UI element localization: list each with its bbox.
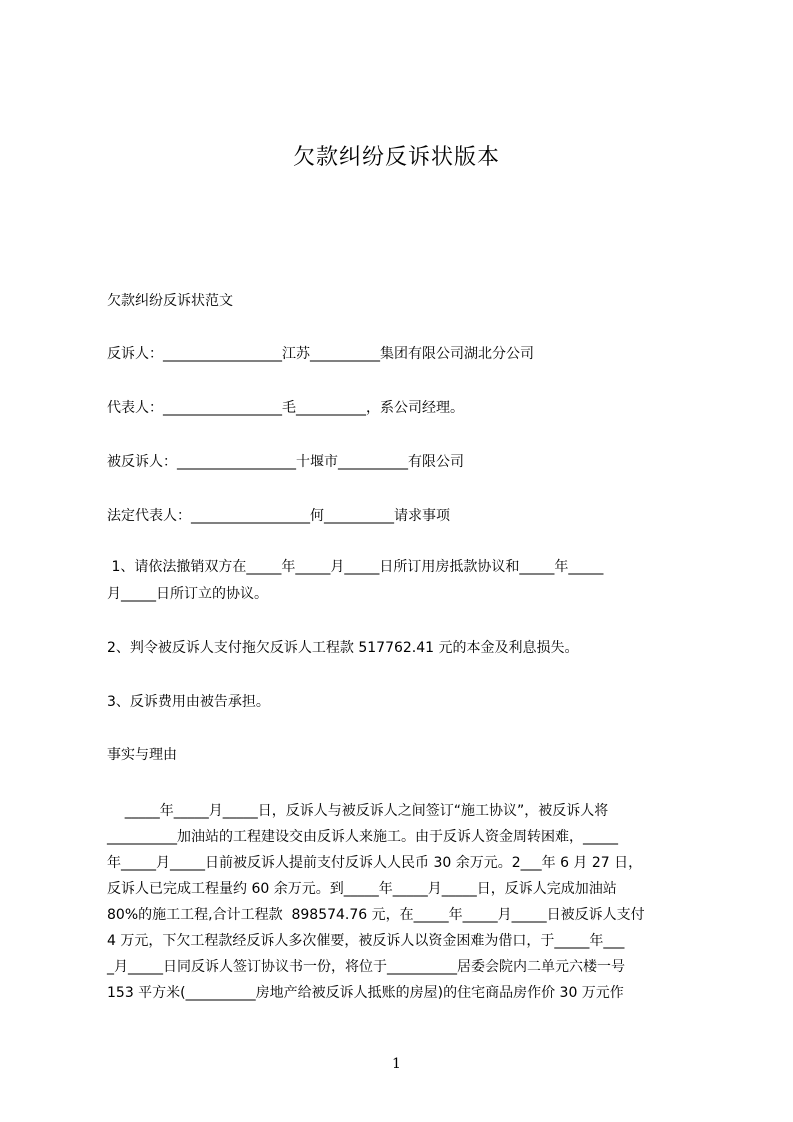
facts-line: _____年_____月_____日，反诉人与被反诉人之间签订“施工协议”，被反诉人将 bbox=[107, 803, 609, 819]
counter-plaintiff-line: 反诉人：_________________江苏__________集团有限公司湖北分公司 bbox=[107, 346, 534, 362]
facts-body bbox=[107, 798, 701, 1006]
facts-line: 反诉人已完成工程量约 60 余万元。到_____年_____月_____日，反诉人完成加油站 bbox=[107, 881, 617, 897]
claim-1-line-1: 1、请依法撤销双方在_____年_____月_____日所订用房抵款协议和_____年_____ bbox=[107, 559, 604, 575]
facts-line: __________加油站的工程建设交由反诉人来施工。由于反诉人资金周转困难，_____ bbox=[107, 829, 618, 845]
facts-line: 80%的施工工程,合计工程款 898574.76 元，在_____年_____月_____日被反诉人支付 bbox=[107, 907, 645, 923]
claim-2: 2、判令被反诉人支付拖欠反诉人工程款 517762.41 元的本金及利息损失。 bbox=[107, 640, 579, 656]
facts-heading: 事实与理由 bbox=[107, 747, 177, 763]
facts-line: _月_____日同反诉人签订协议书一份，将位于__________居委会院内二单元六楼一号 bbox=[107, 959, 625, 975]
facts-line: 153 平方米(__________房地产给被反诉人抵账的房屋)的住宅商品房作价 30 万元作 bbox=[107, 985, 624, 1001]
document-title: 欠款纠纷反诉状版本 bbox=[292, 145, 500, 170]
counter-defendant-line: 被反诉人：_________________十堰市__________有限公司 bbox=[107, 454, 464, 470]
claim-1-line-2: 月_____日所订立的协议。 bbox=[107, 586, 268, 602]
claim-3: 3、反诉费用由被告承担。 bbox=[107, 694, 270, 710]
representative-line: 代表人：_________________毛__________，系公司经理。 bbox=[107, 400, 464, 416]
facts-line: 4 万元，下欠工程款经反诉人多次催要，被反诉人以资金困难为借口，于_____年___ bbox=[107, 933, 625, 949]
page-number: 1 bbox=[392, 1056, 401, 1072]
facts-line: 年_____月_____日前被反诉人提前支付反诉人人民币 30 余万元。2___年 6 月 27 日， bbox=[107, 855, 643, 871]
legal-representative-line: 法定代表人：_________________何__________请求事项 bbox=[107, 508, 450, 524]
document-subtitle: 欠款纠纷反诉状范文 bbox=[107, 293, 233, 309]
